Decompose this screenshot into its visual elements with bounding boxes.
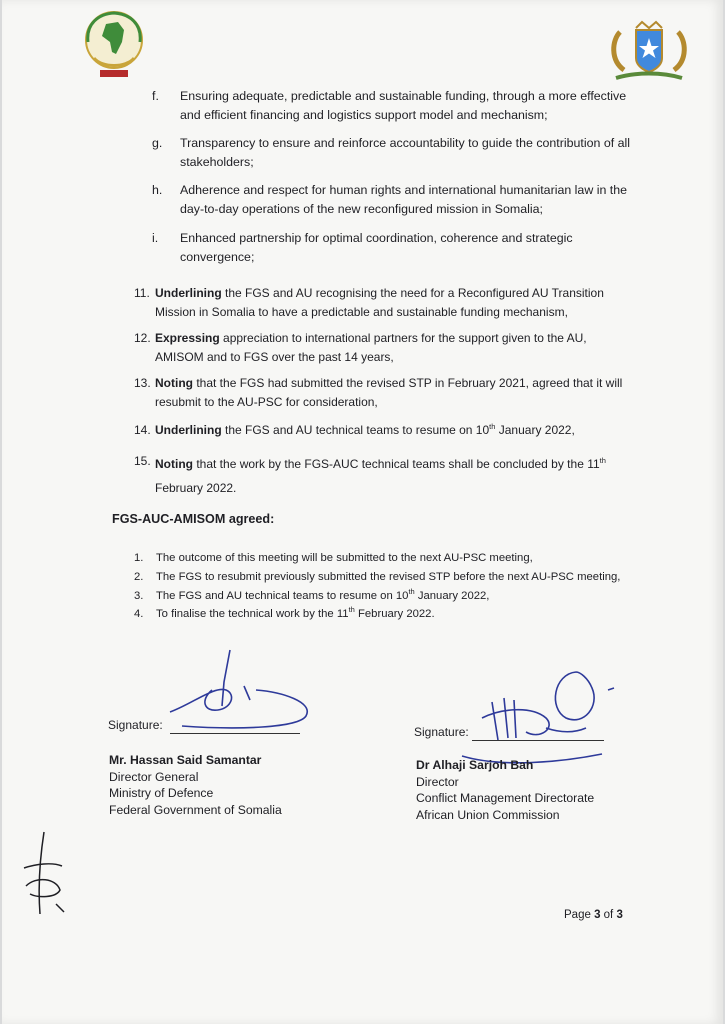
sub-item-h	[152, 181, 642, 219]
agreed-item-text: The outcome of this meeting will be submitted to the next AU-PSC meeting,	[156, 552, 533, 564]
left-signatory-government: Federal Government of Somalia	[109, 802, 282, 817]
agreed-item-1	[134, 550, 634, 566]
right-signatory	[416, 757, 594, 823]
agreed-item-text-tail: January 2022,	[414, 590, 490, 602]
margin-initials	[16, 828, 72, 920]
paragraph-number: 11.	[134, 286, 150, 300]
right-signatory-name: Dr Alhaji Sarjoh Bah	[416, 758, 534, 772]
left-signatory-ministry: Ministry of Defence	[109, 786, 214, 800]
paragraph-number: 15.	[134, 454, 151, 468]
sub-item-i	[152, 229, 642, 267]
right-signatory-title: Director	[416, 774, 459, 789]
left-signatory-name: Mr. Hassan Said Samantar	[109, 753, 262, 767]
agreed-item-4	[134, 606, 634, 622]
agreed-item-text: The FGS to resubmit previously submitted the revised STP before the next AU-PSC meeting,	[156, 571, 621, 583]
sub-item-letter: i.	[152, 231, 159, 245]
paragraph-number: 12.	[134, 331, 151, 345]
ordinal-suffix: th	[348, 605, 355, 614]
paragraph-11	[134, 284, 634, 321]
sub-item-letter: f.	[152, 89, 159, 103]
paragraph-text: appreciation to international partners for the support given to the AU, AMISOM and to FGS over the past 14 years,	[155, 331, 587, 364]
page-current: 3	[594, 909, 601, 921]
sub-item-text: Adherence and respect for human rights and international humanitarian law in the day-to-day operations of the new reconfigured mission in Somalia;	[180, 183, 628, 216]
agreed-item-text: The FGS and AU technical teams to resume on 10	[156, 590, 409, 602]
paragraph-lead: Underlining	[155, 423, 222, 437]
paragraph-lead: Underlining	[155, 286, 222, 300]
agreed-item-number: 1.	[134, 552, 144, 564]
paragraph-number: 14.	[134, 423, 151, 437]
paragraph-text: that the FGS had submitted the revised STP in February 2021, agreed that it will resubmit to the AU-PSC for consideration,	[155, 376, 623, 409]
paragraph-lead: Noting	[155, 457, 193, 471]
page-total: 3	[616, 909, 623, 921]
left-signatory-title: Director General	[109, 769, 199, 784]
paragraph-13	[134, 374, 634, 411]
ordinal-suffix: th	[408, 587, 415, 596]
paragraph-text-tail: January 2022,	[495, 423, 575, 437]
paragraph-text: the FGS and AU recognising the need for a Reconfigured AU Transition Mission in Somalia to have a predictable and sustainable funding mechanism,	[155, 286, 604, 319]
left-handwritten-signature	[152, 646, 322, 736]
african-union-emblem	[78, 8, 150, 80]
paragraph-lead: Expressing	[155, 331, 220, 345]
paragraph-text-tail: February 2022.	[155, 481, 237, 495]
sub-item-f	[152, 87, 642, 125]
page-separator: of	[600, 909, 617, 921]
paragraph-12	[134, 329, 634, 366]
page-prefix: Page	[564, 909, 595, 921]
sub-item-letter: h.	[152, 183, 163, 197]
right-signatory-organization: African Union Commission	[416, 807, 560, 822]
sub-item-text: Enhanced partnership for optimal coordination, coherence and strategic convergence;	[180, 231, 573, 264]
sub-item-text: Transparency to ensure and reinforce accountability to guide the contribution of all stakeholders;	[180, 136, 631, 169]
sub-item-g	[152, 134, 642, 172]
left-signatory	[109, 752, 282, 818]
right-signature-label: Signature:	[414, 725, 469, 739]
agreed-item-text-tail: February 2022.	[354, 608, 435, 620]
right-signatory-directorate: Conflict Management Directorate	[416, 791, 595, 805]
ordinal-suffix: th	[599, 456, 606, 465]
paragraph-14	[134, 421, 634, 440]
agreed-item-number: 3.	[134, 590, 144, 602]
paragraph-number: 13.	[134, 376, 151, 390]
somalia-coat-of-arms	[606, 20, 692, 86]
agreed-item-2	[134, 569, 634, 585]
paragraph-lead: Noting	[155, 376, 193, 390]
agreed-heading: FGS-AUC-AMISOM agreed:	[112, 512, 275, 526]
sub-item-letter: g.	[152, 136, 163, 150]
agreed-item-3	[134, 588, 634, 604]
agreed-item-number: 2.	[134, 571, 144, 583]
sub-item-text: Ensuring adequate, predictable and sustainable funding, through a more effective and efficient financing and logistics support model and mechanism;	[180, 89, 627, 122]
left-signature-label: Signature:	[108, 718, 163, 732]
agreed-item-text: To finalise the technical work by the 11	[156, 608, 349, 620]
document-page	[2, 0, 723, 1024]
ordinal-suffix: th	[489, 422, 496, 431]
page-number	[564, 909, 623, 921]
paragraph-15	[134, 452, 634, 500]
paragraph-text: the FGS and AU technical teams to resume on 10	[221, 423, 490, 437]
agreed-item-number: 4.	[134, 608, 144, 620]
paragraph-text: that the work by the FGS-AUC technical teams shall be concluded by the 11	[193, 457, 600, 471]
